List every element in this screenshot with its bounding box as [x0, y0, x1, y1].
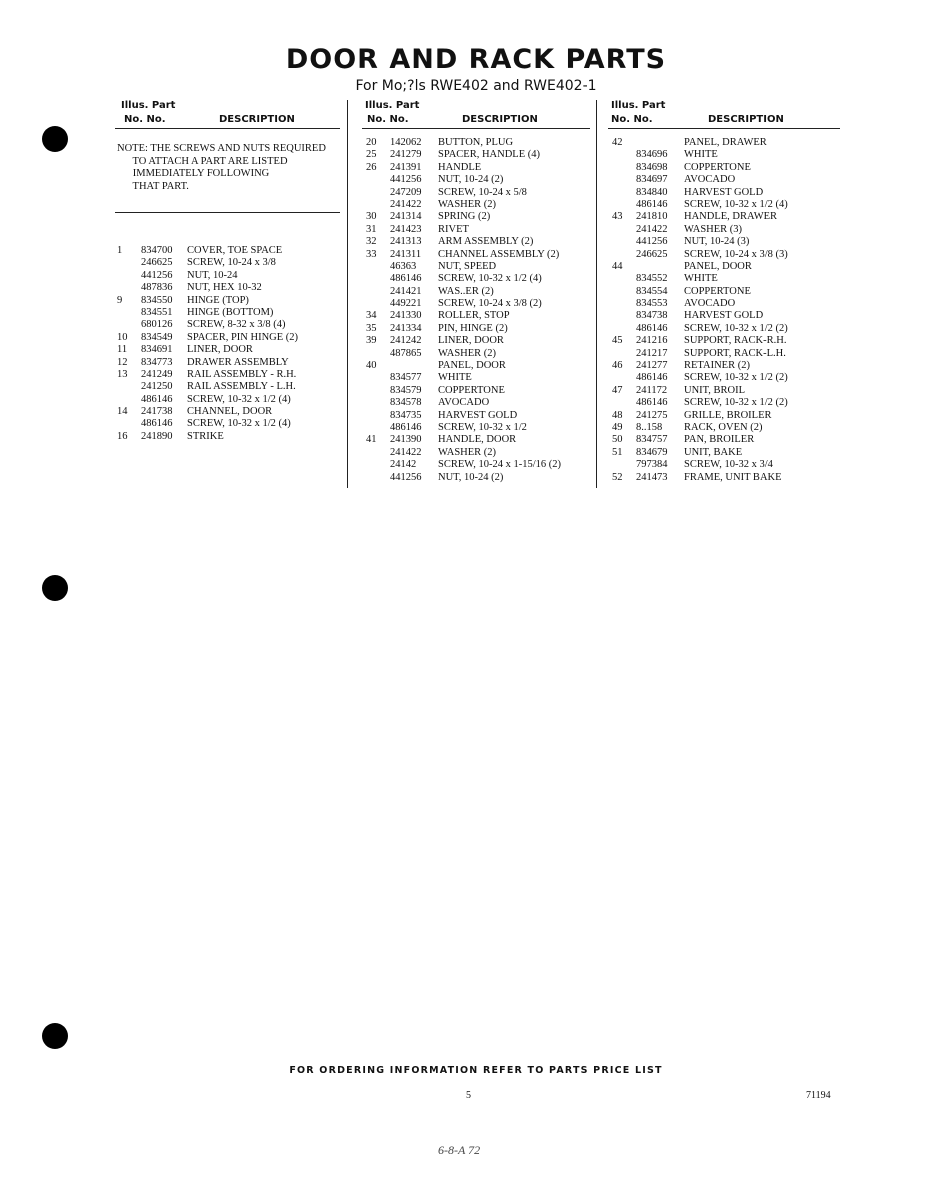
description-cell: NUT, 10-24 (3): [684, 236, 750, 248]
part-no-cell: 241277: [636, 360, 668, 372]
part-no-cell: 680126: [141, 319, 173, 331]
table-row: [608, 224, 840, 236]
table-row: [608, 323, 840, 335]
illus-no-cell: 31: [366, 223, 377, 235]
part-no-cell: 834840: [636, 186, 668, 198]
table-row: [608, 385, 840, 397]
part-no-cell: 834552: [636, 273, 668, 285]
table-row: [115, 319, 340, 331]
column-divider-2: [596, 100, 597, 488]
parts-column-3: [608, 98, 840, 130]
description-cell: NUT, HEX 10-32: [187, 282, 262, 294]
description-cell: NUT, 10-24 (2): [438, 174, 504, 186]
part-no-cell: 241250: [141, 381, 173, 393]
table-row: [115, 245, 340, 257]
header-illus-part: Illus. Part: [121, 100, 176, 111]
description-cell: LINER, DOOR: [438, 335, 504, 347]
illus-no-cell: 13: [117, 368, 128, 380]
table-row: [362, 472, 590, 484]
description-cell: HARVEST GOLD: [684, 310, 764, 322]
part-no-cell: 486146: [636, 322, 668, 334]
table-row: [608, 137, 840, 149]
part-no-cell: 487836: [141, 282, 173, 294]
illus-no-cell: 26: [366, 161, 377, 173]
table-row: [362, 261, 590, 273]
illus-no-cell: 49: [612, 421, 623, 433]
part-no-cell: 834679: [636, 446, 668, 458]
part-no-cell: 241330: [390, 310, 422, 322]
illus-no-cell: 32: [366, 236, 377, 248]
description-cell: WASHER (2): [438, 347, 497, 359]
part-no-cell: 241314: [390, 211, 422, 223]
illus-no-cell: 39: [366, 335, 377, 347]
illus-no-cell: 11: [117, 344, 128, 356]
illus-no-cell: 52: [612, 471, 623, 483]
table-row: [608, 410, 840, 422]
column-header: [362, 98, 590, 130]
parts-column-1: [115, 98, 340, 130]
parts-list-1: [115, 245, 340, 443]
part-no-cell: 246625: [141, 257, 173, 269]
part-no-cell: 441256: [390, 174, 422, 186]
description-cell: PIN, HINGE (2): [438, 322, 508, 334]
punch-hole-middle: [42, 575, 68, 601]
table-row: [608, 434, 840, 446]
part-no-cell: 241279: [390, 149, 422, 161]
table-row: [115, 381, 340, 393]
description-cell: SCREW, 10-32 x 1/2 (4): [438, 273, 542, 285]
table-row: [608, 286, 840, 298]
part-no-cell: 441256: [636, 236, 668, 248]
illus-no-cell: 47: [612, 384, 623, 396]
table-row: [362, 397, 590, 409]
document-number: 71194: [806, 1090, 831, 1101]
part-no-cell: 241217: [636, 347, 668, 359]
part-no-cell: 834735: [390, 409, 422, 421]
table-row: [608, 174, 840, 186]
description-cell: ROLLER, STOP: [438, 310, 510, 322]
description-cell: SCREW, 10-24 x 3/8: [187, 257, 276, 269]
part-no-cell: 486146: [141, 393, 173, 405]
description-cell: PANEL, DRAWER: [684, 137, 767, 148]
header-illus-part: Illus. Part: [365, 100, 420, 111]
description-cell: NUT, 10-24: [187, 269, 238, 281]
table-row: [608, 199, 840, 211]
part-no-cell: 241423: [390, 223, 422, 235]
part-no-cell: 241473: [636, 471, 668, 483]
part-no-cell: 834696: [636, 149, 668, 161]
description-cell: SCREW, 10-24 x 1-15/16 (2): [438, 459, 561, 471]
description-cell: SCREW, 8-32 x 3/8 (4): [187, 319, 286, 331]
description-cell: HINGE (BOTTOM): [187, 306, 274, 318]
description-cell: COPPERTONE: [684, 285, 751, 297]
header-description: DESCRIPTION: [462, 114, 538, 125]
part-no-cell: 834738: [636, 310, 668, 322]
part-no-cell: 241390: [390, 434, 422, 446]
description-cell: SPACER, PIN HINGE (2): [187, 331, 299, 343]
description-cell: SCREW, 10-32 x 3/4: [684, 459, 773, 471]
part-no-cell: 449221: [390, 298, 422, 310]
table-row: [362, 273, 590, 285]
illus-no-cell: 12: [117, 356, 128, 368]
description-cell: WASHER (2): [438, 446, 497, 458]
part-no-cell: 834578: [390, 397, 422, 409]
part-no-cell: 834554: [636, 285, 668, 297]
punch-hole-top: [42, 126, 68, 152]
part-no-cell: 241810: [636, 211, 668, 223]
part-no-cell: 834757: [636, 434, 668, 446]
part-no-cell: 834549: [141, 331, 173, 343]
part-no-cell: 797384: [636, 459, 668, 471]
table-row: [115, 431, 340, 443]
table-row: [362, 224, 590, 236]
table-row: [362, 372, 590, 384]
table-row: [608, 397, 840, 409]
table-row: [115, 344, 340, 356]
description-cell: RAIL ASSEMBLY - L.H.: [187, 381, 296, 393]
part-no-cell: 241311: [390, 248, 422, 260]
illus-no-cell: 25: [366, 149, 377, 161]
illus-no-cell: 35: [366, 322, 377, 334]
illus-no-cell: 41: [366, 434, 377, 446]
description-cell: COPPERTONE: [684, 161, 751, 173]
illus-no-cell: 10: [117, 331, 128, 343]
table-row: [362, 298, 590, 310]
description-cell: AVOCADO: [684, 298, 736, 310]
part-no-cell: 46363: [390, 260, 417, 272]
header-rule: [608, 128, 840, 129]
part-no-cell: 486146: [390, 421, 422, 433]
header-no-no: No. No.: [611, 114, 653, 125]
illus-no-cell: 14: [117, 406, 128, 418]
page-subtitle: For Mo;?ls RWE402 and RWE402-1: [355, 78, 597, 94]
table-row: [362, 174, 590, 186]
parts-list-3: [608, 137, 840, 484]
part-no-cell: 486146: [390, 273, 422, 285]
part-no-cell: 241313: [390, 236, 422, 248]
description-cell: ARM ASSEMBLY (2): [438, 236, 534, 248]
part-no-cell: 834553: [636, 298, 668, 310]
description-cell: CHANNEL ASSEMBLY (2): [438, 248, 560, 260]
description-cell: GRILLE, BROILER: [684, 409, 772, 421]
description-cell: SCREW, 10-24 x 3/8 (3): [684, 248, 788, 260]
description-cell: UNIT, BROIL: [684, 384, 746, 396]
table-row: [608, 310, 840, 322]
description-cell: HINGE (TOP): [187, 294, 249, 306]
table-row: [115, 369, 340, 381]
table-row: [362, 236, 590, 248]
table-row: [608, 335, 840, 347]
part-no-cell: 241738: [141, 406, 173, 418]
part-no-cell: 241422: [636, 223, 668, 235]
table-row: [608, 261, 840, 273]
part-no-cell: 24142: [390, 459, 417, 471]
description-cell: NUT, 10-24 (2): [438, 471, 504, 483]
description-cell: AVOCADO: [438, 397, 490, 409]
description-cell: SCREW, 10-32 x 1/2 (4): [187, 393, 291, 405]
parts-list-2: [362, 137, 590, 484]
description-cell: SUPPORT, RACK-R.H.: [684, 335, 787, 347]
table-row: [608, 447, 840, 459]
table-row: [362, 434, 590, 446]
column-header: [608, 98, 840, 130]
illus-no-cell: 33: [366, 248, 377, 260]
table-row: [608, 472, 840, 484]
description-cell: PANEL, DOOR: [438, 360, 506, 372]
description-cell: SPRING (2): [438, 211, 491, 223]
column-header: [115, 98, 340, 130]
part-no-cell: 834698: [636, 161, 668, 173]
table-row: [608, 298, 840, 310]
description-cell: NUT, SPEED: [438, 260, 497, 272]
table-row: [608, 360, 840, 372]
header-illus-part: Illus. Part: [611, 100, 666, 111]
description-cell: RAIL ASSEMBLY - R.H.: [187, 368, 297, 380]
table-row: [115, 257, 340, 269]
description-cell: CHANNEL, DOOR: [187, 406, 273, 418]
description-cell: HANDLE, DOOR: [438, 434, 517, 446]
parts-column-2: [362, 98, 590, 130]
description-cell: HANDLE: [438, 161, 482, 173]
illus-no-cell: 42: [612, 137, 623, 148]
table-row: [608, 236, 840, 248]
description-cell: HANDLE, DRAWER: [684, 211, 778, 223]
description-cell: RIVET: [438, 223, 469, 235]
description-cell: BUTTON, PLUG: [438, 137, 514, 148]
header-rule: [115, 128, 340, 129]
table-row: [362, 137, 590, 149]
part-no-cell: 834773: [141, 356, 173, 368]
description-cell: STRIKE: [187, 430, 224, 442]
table-row: [115, 270, 340, 282]
part-no-cell: 241391: [390, 161, 422, 173]
table-row: [608, 211, 840, 223]
part-no-cell: 487865: [390, 347, 422, 359]
table-row: [608, 162, 840, 174]
description-cell: SCREW, 10-32 x 1/2 (2): [684, 322, 788, 334]
table-row: [362, 162, 590, 174]
table-row: [608, 249, 840, 261]
part-no-cell: 241890: [141, 430, 173, 442]
part-no-cell: 834550: [141, 294, 173, 306]
illus-no-cell: 34: [366, 310, 377, 322]
table-row: [362, 422, 590, 434]
illus-no-cell: 51: [612, 446, 623, 458]
part-no-cell: 834697: [636, 174, 668, 186]
part-no-cell: 834691: [141, 344, 173, 356]
table-row: [608, 273, 840, 285]
table-row: [115, 406, 340, 418]
description-cell: WAS..ER (2): [438, 285, 494, 297]
table-row: [115, 394, 340, 406]
illus-no-cell: 43: [612, 211, 623, 223]
part-no-cell: 241216: [636, 335, 668, 347]
note-rule: [115, 212, 340, 213]
part-no-cell: 241249: [141, 368, 173, 380]
description-cell: SUPPORT, RACK-L.H.: [684, 347, 786, 359]
table-row: [362, 459, 590, 471]
table-row: [362, 310, 590, 322]
table-row: [115, 332, 340, 344]
part-no-cell: 441256: [390, 471, 422, 483]
description-cell: PANEL, DOOR: [684, 260, 752, 272]
part-no-cell: 241172: [636, 384, 668, 396]
table-row: [362, 360, 590, 372]
part-no-cell: 241421: [390, 285, 422, 297]
part-no-cell: 441256: [141, 269, 173, 281]
punch-hole-bottom: [42, 1023, 68, 1049]
description-cell: SCREW, 10-24 x 3/8 (2): [438, 298, 542, 310]
illus-no-cell: 9: [117, 294, 123, 306]
description-cell: SCREW, 10-24 x 5/8: [438, 186, 527, 198]
table-row: [362, 447, 590, 459]
description-cell: WHITE: [684, 273, 718, 285]
description-cell: FRAME, UNIT BAKE: [684, 471, 782, 483]
illus-no-cell: 16: [117, 430, 128, 442]
description-cell: RETAINER (2): [684, 360, 750, 372]
illus-no-cell: 48: [612, 409, 623, 421]
part-no-cell: 241422: [390, 198, 422, 210]
description-cell: WHITE: [438, 372, 472, 384]
page-number: 5: [466, 1090, 471, 1101]
part-no-cell: 486146: [141, 418, 173, 430]
table-row: [608, 459, 840, 471]
description-cell: DRAWER ASSEMBLY: [187, 356, 289, 368]
ordering-footer: FOR ORDERING INFORMATION REFER TO PARTS PRICE LIST: [289, 1065, 663, 1076]
description-cell: SPACER, HANDLE (4): [438, 149, 540, 161]
table-row: [362, 249, 590, 261]
part-no-cell: 241242: [390, 335, 422, 347]
table-row: [115, 282, 340, 294]
table-row: [362, 348, 590, 360]
table-row: [362, 323, 590, 335]
table-row: [362, 199, 590, 211]
description-cell: HARVEST GOLD: [684, 186, 764, 198]
table-row: [115, 307, 340, 319]
illus-no-cell: 46: [612, 360, 623, 372]
description-cell: PAN, BROILER: [684, 434, 755, 446]
assembly-note: NOTE: THE SCREWS AND NUTS REQUIRED TO ATTACH A PART ARE LISTED IMMEDIATELY FOLLOWING THAT PART.: [117, 143, 326, 192]
table-row: [115, 295, 340, 307]
part-no-cell: 241422: [390, 446, 422, 458]
part-no-cell: 834579: [390, 384, 422, 396]
part-no-cell: 486146: [636, 372, 668, 384]
description-cell: COVER, TOE SPACE: [187, 245, 283, 256]
illus-no-cell: 44: [612, 260, 623, 272]
table-row: [362, 410, 590, 422]
description-cell: WHITE: [684, 149, 718, 161]
part-no-cell: 8..158: [636, 421, 663, 433]
table-row: [608, 149, 840, 161]
header-description: DESCRIPTION: [219, 114, 295, 125]
header-no-no: No. No.: [124, 114, 166, 125]
part-no-cell: 247209: [390, 186, 422, 198]
handwritten-mark: 6-8-A 72: [438, 1143, 481, 1157]
table-row: [608, 187, 840, 199]
header-rule: [362, 128, 590, 129]
header-no-no: No. No.: [367, 114, 409, 125]
description-cell: LINER, DOOR: [187, 344, 253, 356]
part-no-cell: 834700: [141, 245, 173, 256]
illus-no-cell: 1: [117, 245, 123, 256]
table-row: [362, 211, 590, 223]
part-no-cell: 486146: [636, 198, 668, 210]
description-cell: HARVEST GOLD: [438, 409, 518, 421]
part-no-cell: 246625: [636, 248, 668, 260]
table-row: [362, 187, 590, 199]
part-no-cell: 142062: [390, 137, 422, 148]
table-row: [115, 357, 340, 369]
table-row: [362, 286, 590, 298]
illus-no-cell: 30: [366, 211, 377, 223]
description-cell: SCREW, 10-32 x 1/2 (4): [187, 418, 291, 430]
description-cell: WASHER (2): [438, 198, 497, 210]
column-divider-1: [347, 100, 348, 488]
page-title: DOOR AND RACK PARTS: [285, 44, 667, 75]
table-row: [608, 422, 840, 434]
part-no-cell: 834551: [141, 306, 173, 318]
part-no-cell: 834577: [390, 372, 422, 384]
part-no-cell: 241275: [636, 409, 668, 421]
illus-no-cell: 20: [366, 137, 377, 148]
part-no-cell: 241334: [390, 322, 422, 334]
description-cell: RACK, OVEN (2): [684, 421, 763, 433]
header-description: DESCRIPTION: [708, 114, 784, 125]
illus-no-cell: 40: [366, 360, 377, 372]
table-row: [362, 385, 590, 397]
illus-no-cell: 45: [612, 335, 623, 347]
table-row: [362, 335, 590, 347]
description-cell: SCREW, 10-32 x 1/2: [438, 421, 527, 433]
illus-no-cell: 50: [612, 434, 623, 446]
table-row: [362, 149, 590, 161]
table-row: [115, 418, 340, 430]
description-cell: SCREW, 10-32 x 1/2 (4): [684, 198, 788, 210]
description-cell: UNIT, BAKE: [684, 446, 743, 458]
table-row: [608, 372, 840, 384]
description-cell: WASHER (3): [684, 223, 743, 235]
part-no-cell: 486146: [636, 397, 668, 409]
description-cell: SCREW, 10-32 x 1/2 (2): [684, 372, 788, 384]
description-cell: SCREW, 10-32 x 1/2 (2): [684, 397, 788, 409]
description-cell: AVOCADO: [684, 174, 736, 186]
table-row: [608, 348, 840, 360]
description-cell: COPPERTONE: [438, 384, 505, 396]
